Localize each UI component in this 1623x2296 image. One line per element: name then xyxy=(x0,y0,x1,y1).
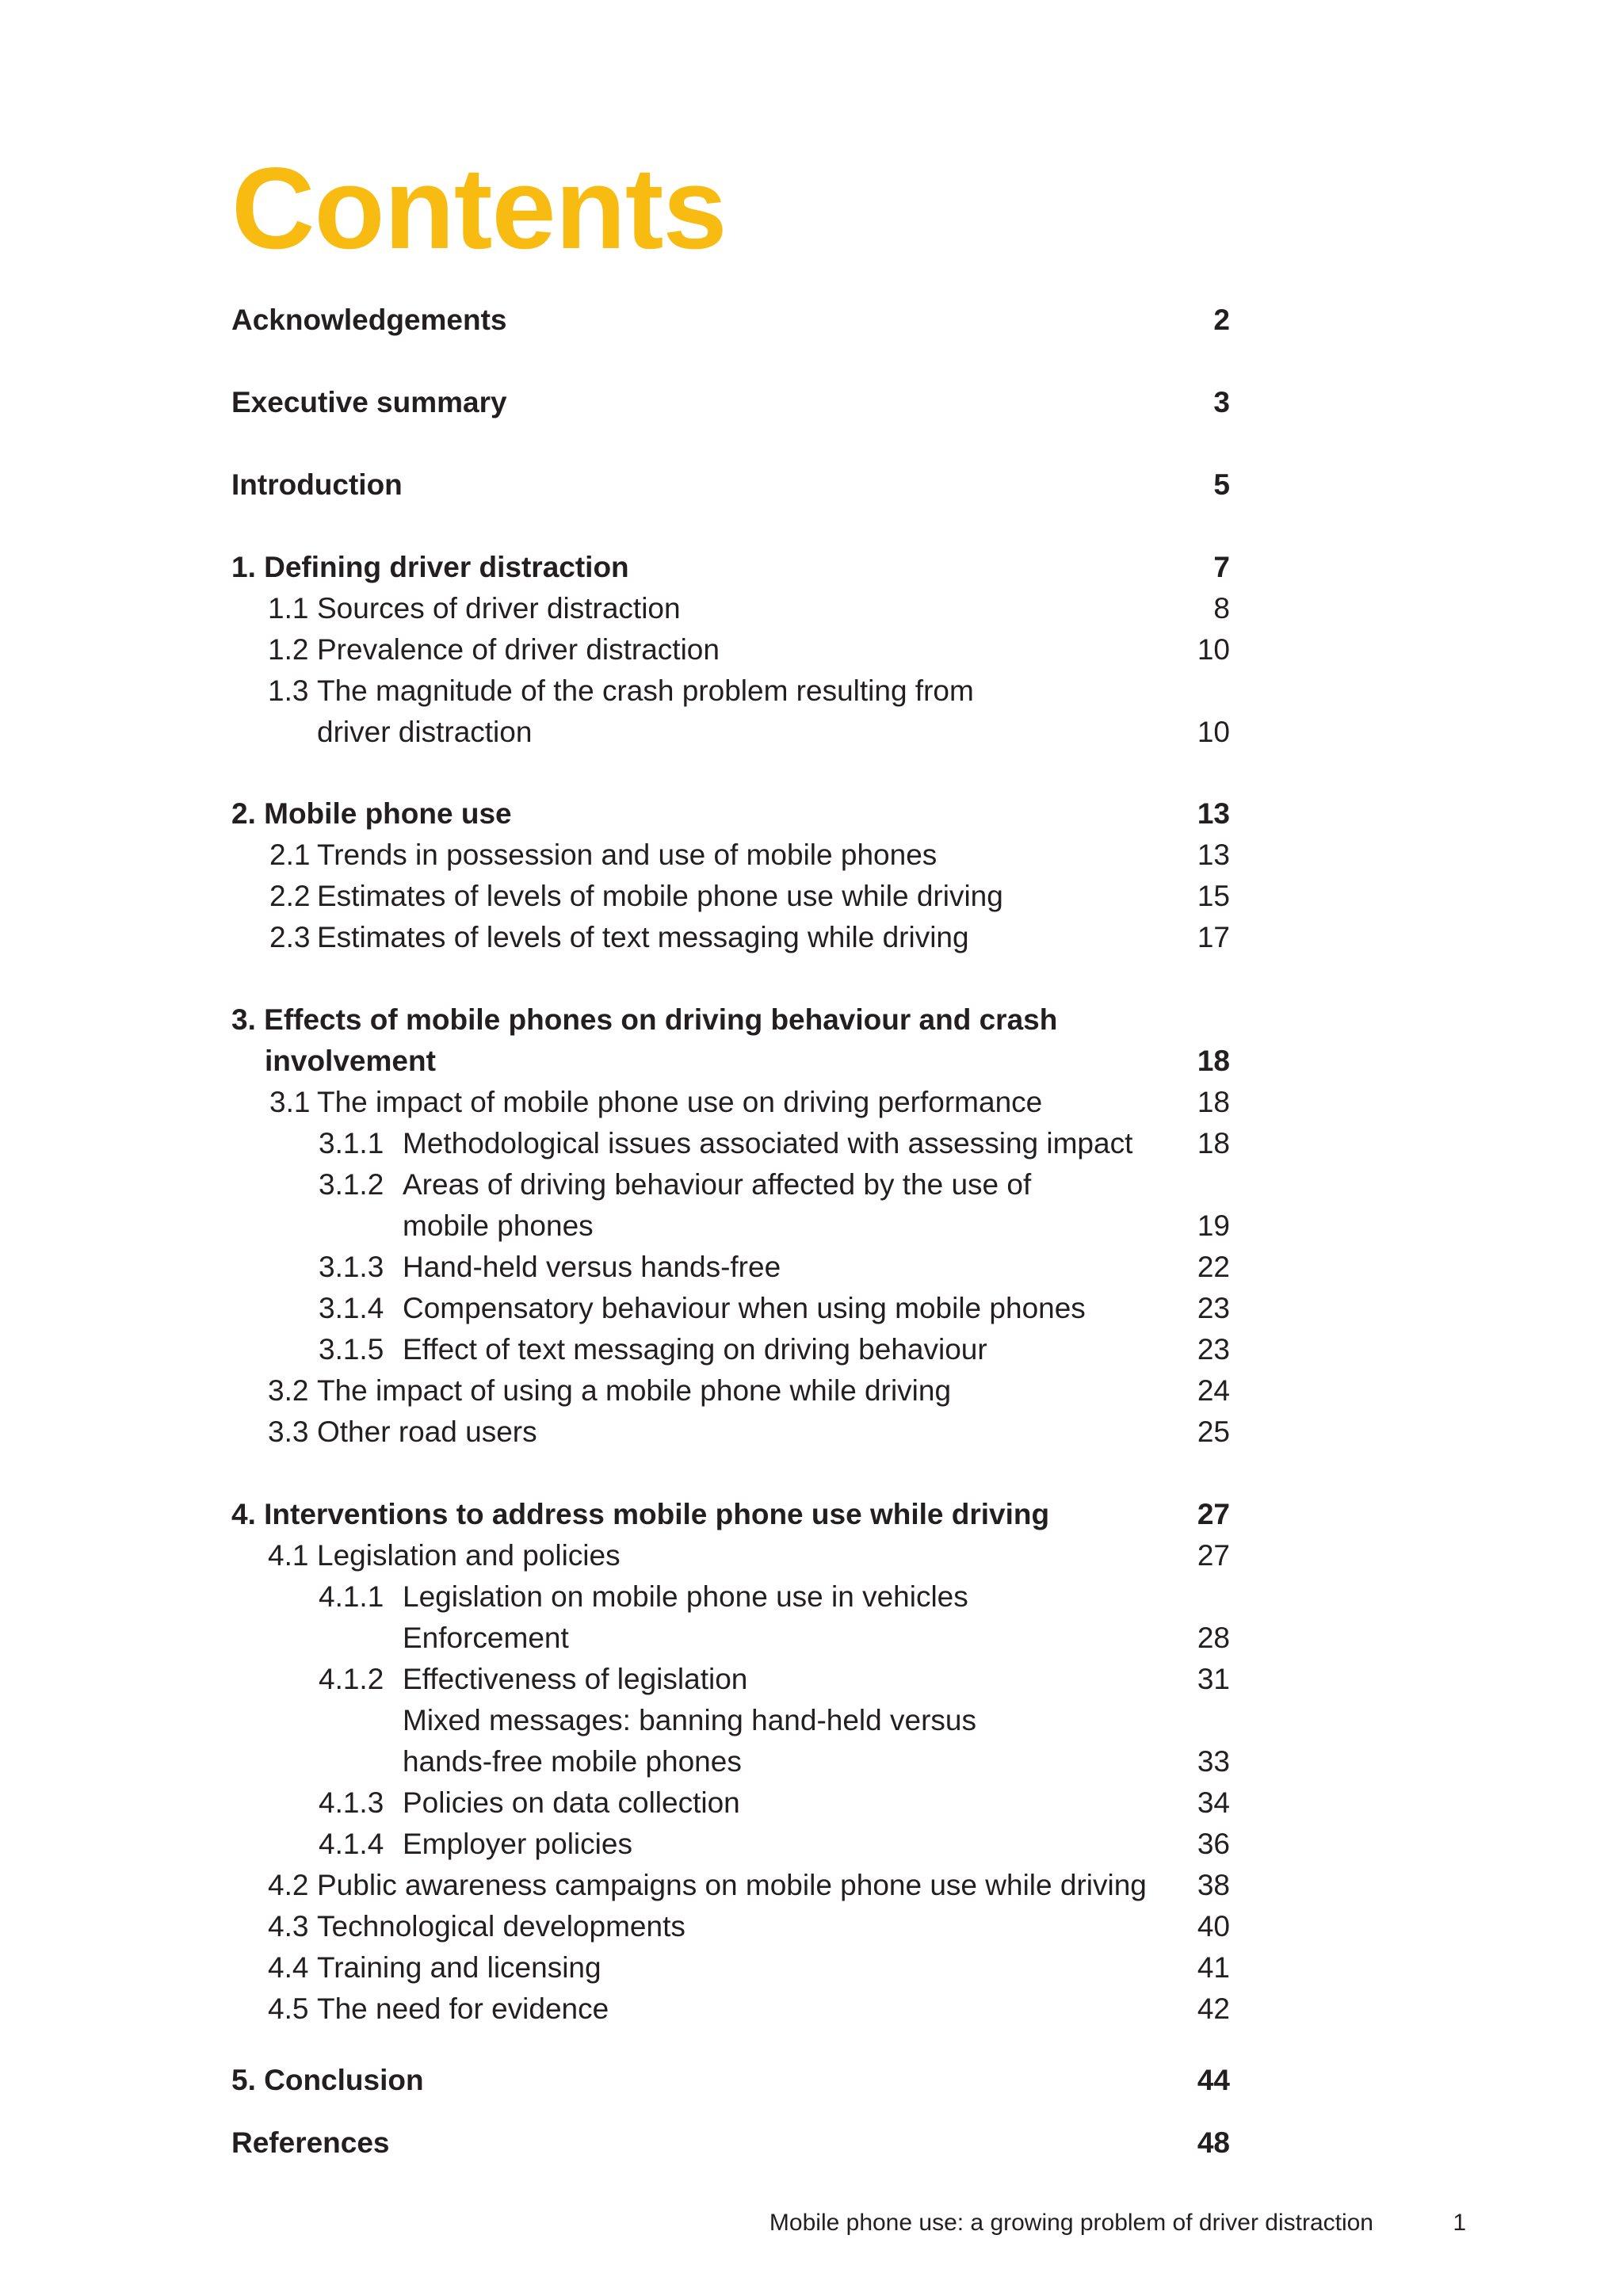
toc-entry-title: 1. Defining driver distraction xyxy=(231,551,629,583)
toc-entry-number: 2.2 xyxy=(269,880,311,912)
toc-entry-title: involvement xyxy=(265,1045,436,1077)
toc-entry-page: 44 xyxy=(1197,2064,1230,2096)
toc-entry-page: 33 xyxy=(1197,1745,1230,1778)
toc-entry-page: 31 xyxy=(1197,1663,1230,1695)
toc-entry-number: 3.1.4 xyxy=(319,1292,384,1324)
toc-entry xyxy=(0,300,1623,341)
toc-entry xyxy=(0,1082,1623,1123)
toc-entry-page: 42 xyxy=(1197,1992,1230,2025)
toc-entry-page: 19 xyxy=(1197,1209,1230,1242)
toc-entry-number: 3.1.3 xyxy=(319,1251,384,1283)
toc-entry-page: 24 xyxy=(1197,1374,1230,1407)
toc-entry-title: Policies on data collection xyxy=(403,1786,740,1819)
toc-entry-number: 1.1 xyxy=(268,592,309,625)
toc-entry xyxy=(0,712,1623,753)
toc-entry-title: Enforcement xyxy=(403,1622,569,1654)
toc-entry-number: 4.1.4 xyxy=(319,1828,384,1860)
toc-entry-number: 3.1.2 xyxy=(319,1168,384,1201)
toc-entry-page: 22 xyxy=(1197,1251,1230,1283)
toc-entry xyxy=(0,1741,1623,1782)
toc-entry xyxy=(0,1329,1623,1370)
toc-entry-title: Training and licensing xyxy=(317,1951,601,1984)
toc-entry-page: 13 xyxy=(1197,839,1230,871)
toc-entry-page: 38 xyxy=(1197,1869,1230,1901)
toc-entry-page: 7 xyxy=(1213,551,1230,583)
toc-entry-title: Introduction xyxy=(231,468,403,501)
toc-entry-title: Estimates of levels of text messaging while driving xyxy=(317,921,969,953)
toc-entry-number: 1.3 xyxy=(268,674,309,707)
toc-entry-page: 18 xyxy=(1197,1045,1230,1077)
toc-entry-page: 28 xyxy=(1197,1622,1230,1654)
toc-entry-page: 18 xyxy=(1197,1127,1230,1159)
toc-entry-title: Areas of driving behaviour affected by the use of xyxy=(403,1168,1032,1201)
toc-entry-title: Public awareness campaigns on mobile phone use while driving xyxy=(317,1869,1147,1901)
toc-entry-title: Effect of text messaging on driving behaviour xyxy=(403,1333,987,1366)
toc-entry-page: 23 xyxy=(1197,1333,1230,1366)
toc-entry-number: 3.2 xyxy=(268,1374,309,1407)
toc-entry-number: 3.1 xyxy=(269,1086,311,1118)
toc-entry-page: 27 xyxy=(1197,1539,1230,1572)
toc-entry-title: 4. Interventions to address mobile phone use while driving xyxy=(231,1498,1050,1530)
toc-entry-title: driver distraction xyxy=(317,716,533,748)
toc-entry-title: 2. Mobile phone use xyxy=(231,797,512,830)
toc-entry-page: 48 xyxy=(1197,2126,1230,2159)
toc-entry xyxy=(0,917,1623,958)
toc-entry-number: 3.1.1 xyxy=(319,1127,384,1159)
toc-entry-number: 3.3 xyxy=(268,1415,309,1448)
toc-entry-title: hands-free mobile phones xyxy=(403,1745,742,1778)
toc-entry xyxy=(0,382,1623,423)
toc-entry xyxy=(0,1041,1623,1082)
toc-entry-page: 3 xyxy=(1213,386,1230,418)
toc-entry-page: 13 xyxy=(1197,797,1230,830)
toc-entry xyxy=(0,1247,1623,1288)
toc-entry-number: 1.2 xyxy=(268,633,309,666)
toc-entry xyxy=(0,1988,1623,2030)
toc-entry xyxy=(0,1535,1623,1576)
toc-entry-page: 34 xyxy=(1197,1786,1230,1819)
toc-entry-page: 36 xyxy=(1197,1828,1230,1860)
toc-entry-title: Methodological issues associated with assessing impact xyxy=(403,1127,1133,1159)
toc-entry xyxy=(0,1370,1623,1412)
toc-entry-page: 17 xyxy=(1197,921,1230,953)
toc-entry-page: 8 xyxy=(1213,592,1230,625)
toc-entry-number: 3.1.5 xyxy=(319,1333,384,1366)
toc-entry-page: 27 xyxy=(1197,1498,1230,1530)
toc-entry-number: 4.3 xyxy=(268,1910,309,1943)
toc-entry xyxy=(0,1576,1623,1618)
toc-entry xyxy=(0,999,1623,1041)
toc-entry-page: 40 xyxy=(1197,1910,1230,1943)
toc-entry xyxy=(0,835,1623,876)
toc-entry-title: Legislation and policies xyxy=(317,1539,621,1572)
toc-entry-title: Legislation on mobile phone use in vehicles xyxy=(403,1580,968,1613)
toc-entry-page: 10 xyxy=(1197,633,1230,666)
toc-entry-number: 4.4 xyxy=(268,1951,309,1984)
toc-entry xyxy=(0,793,1623,835)
toc-entry xyxy=(0,1700,1623,1741)
footer-page-number: 1 xyxy=(1453,2210,1466,2236)
toc-entry-title: Prevalence of driver distraction xyxy=(317,633,720,666)
toc-entry-title: Hand-held versus hands-free xyxy=(403,1251,781,1283)
toc-entry-number: 4.5 xyxy=(268,1992,309,2025)
toc-entry-number: 4.1.2 xyxy=(319,1663,384,1695)
toc-entry xyxy=(0,1824,1623,1865)
toc-entry-title: The impact of mobile phone use on driving performance xyxy=(317,1086,1043,1118)
toc-entry-number: 4.2 xyxy=(268,1869,309,1901)
toc-entry xyxy=(0,1412,1623,1453)
toc-entry xyxy=(0,1782,1623,1824)
toc-entry xyxy=(0,1288,1623,1329)
toc-entry-title: Estimates of levels of mobile phone use while driving xyxy=(317,880,1003,912)
toc-entry-title: Mixed messages: banning hand-held versus xyxy=(403,1704,976,1736)
toc-entry xyxy=(0,547,1623,588)
toc-entry-number: 4.1 xyxy=(268,1539,309,1572)
toc-entry xyxy=(0,1865,1623,1906)
page-footer xyxy=(0,2206,1623,2241)
toc-entry-title: Effectiveness of legislation xyxy=(403,1663,748,1695)
toc-entry xyxy=(0,629,1623,670)
toc-entry-page: 5 xyxy=(1213,468,1230,501)
toc-entry-page: 15 xyxy=(1197,880,1230,912)
toc-entry-title: Sources of driver distraction xyxy=(317,592,681,625)
toc-entry-title: Executive summary xyxy=(231,386,507,418)
toc-entry xyxy=(0,2122,1623,2164)
toc-entry xyxy=(0,1164,1623,1205)
toc-entry-title: Trends in possession and use of mobile phones xyxy=(317,839,938,871)
toc-entry xyxy=(0,464,1623,506)
toc-entry-number: 4.1.1 xyxy=(319,1580,384,1613)
toc-entry xyxy=(0,1494,1623,1535)
toc-entry-page: 2 xyxy=(1213,304,1230,336)
toc-entry xyxy=(0,670,1623,712)
toc-entry xyxy=(0,1906,1623,1947)
toc-entry-title: Other road users xyxy=(317,1415,537,1448)
toc-entry-title: The need for evidence xyxy=(317,1992,609,2025)
toc-entry-title: Acknowledgements xyxy=(231,304,507,336)
toc-entry-page: 41 xyxy=(1197,1951,1230,1984)
page-title: Contents xyxy=(231,143,727,273)
toc-entry-page: 10 xyxy=(1197,716,1230,748)
toc-entry xyxy=(0,2060,1623,2101)
toc-entry xyxy=(0,876,1623,917)
toc-entry-number: 2.3 xyxy=(269,921,311,953)
toc-entry-page: 23 xyxy=(1197,1292,1230,1324)
toc-entry-number: 2.1 xyxy=(269,839,311,871)
footer-title: Mobile phone use: a growing problem of driver distraction xyxy=(769,2210,1373,2236)
toc-entry xyxy=(0,1618,1623,1659)
toc-entry-page: 25 xyxy=(1197,1415,1230,1448)
toc-entry xyxy=(0,1947,1623,1988)
toc-entry xyxy=(0,1205,1623,1247)
toc-entry-title: The impact of using a mobile phone while driving xyxy=(317,1374,952,1407)
toc-entry-title: References xyxy=(231,2126,390,2159)
toc-entry-page: 18 xyxy=(1197,1086,1230,1118)
toc-entry-title: 5. Conclusion xyxy=(231,2064,424,2096)
toc-entry xyxy=(0,1659,1623,1700)
toc-entry-title: Employer policies xyxy=(403,1828,632,1860)
toc-entry-number: 4.1.3 xyxy=(319,1786,384,1819)
toc-entry xyxy=(0,588,1623,629)
toc-entry-title: The magnitude of the crash problem resulting from xyxy=(317,674,974,707)
toc-entry-title: Technological developments xyxy=(317,1910,685,1943)
toc-entry-title: Compensatory behaviour when using mobile phones xyxy=(403,1292,1086,1324)
toc-entry-title: 3. Effects of mobile phones on driving behaviour and crash xyxy=(231,1003,1058,1036)
toc-entry-title: mobile phones xyxy=(403,1209,594,1242)
toc-entry xyxy=(0,1123,1623,1164)
